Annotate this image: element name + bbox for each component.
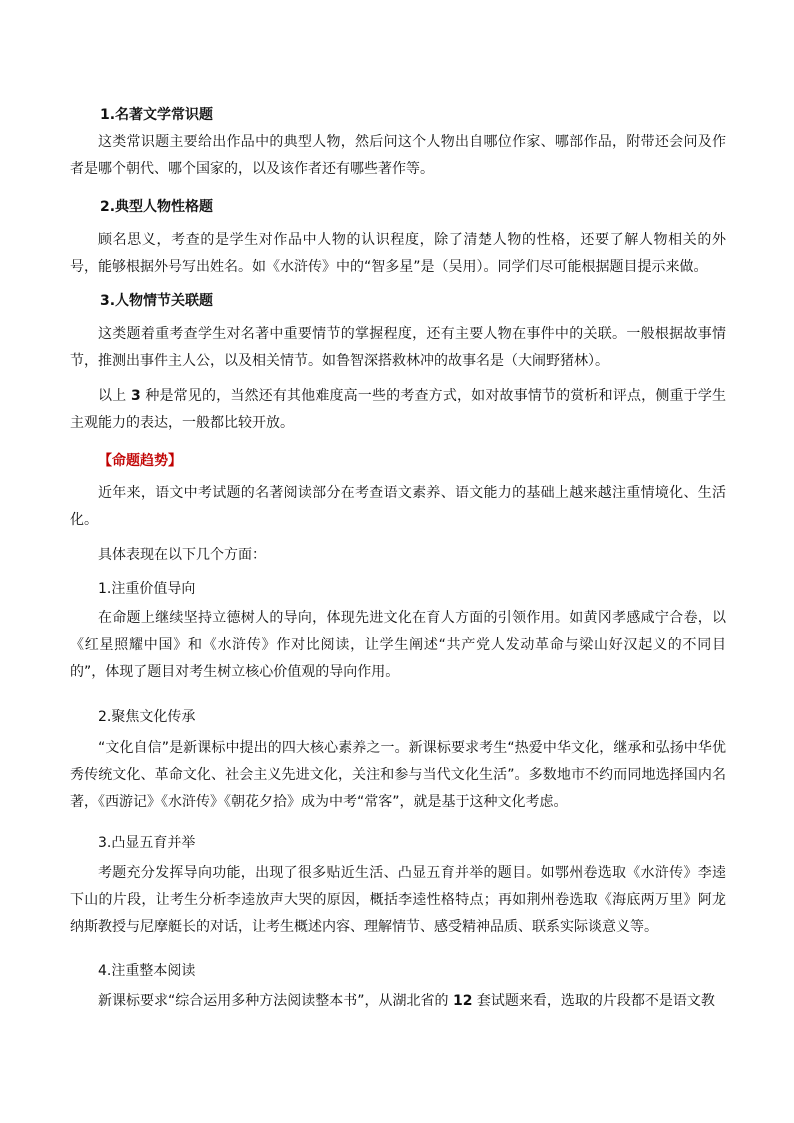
- subheading-value-orientation: 1.注重价值导向: [98, 581, 196, 597]
- paragraph-whole-book-reading: [70, 988, 726, 1015]
- paragraph-plot-relation: 这类题着重考查学生对名著中重要情节的掌握程度，还有主要人物在事件中的关联。一般根据故事情节，推测出事件主人公，以及相关情节。如鲁智深搭救林冲的故事名是（大闹野猪林）。: [70, 326, 726, 369]
- trend-title-text: 【命题趋势】: [98, 453, 182, 469]
- whole-book-text-pre: 新课标要求“综合运用多种方法阅读整本书”，从湖北省的: [98, 993, 453, 1009]
- heading-literary-knowledge: [70, 102, 726, 129]
- paragraph-aspects-intro: 具体表现在以下几个方面：: [98, 547, 266, 563]
- heading-character-personality: [70, 194, 726, 221]
- whole-book-number: 12: [452, 993, 473, 1009]
- summary-text-post: 种是常见的，当然还有其他难度高一些的考查方式，如对故事情节的赏析和评点，侧重于学生主观能力的表达，一般都比较开放。: [70, 388, 726, 431]
- paragraph-cultural-heritage: “文化自信”是新课标中提出的四大核心素养之一。新课标要求考生“热爱中华文化，继承和弘扬中华优秀传统文化、革命文化、社会主义先进文化，关注和参与当代文化生活”。多数地市不约而同地选择国内名著，《西游记》《水浒传》《朝花夕拾》成为中考“常客”，就是基于这种文化考虑。: [70, 740, 726, 810]
- summary-text-pre: 以上: [98, 388, 131, 404]
- paragraph-value-orientation: 在命题上继续坚持立德树人的导向，体现先进文化在育人方面的引领作用。如黄冈孝感咸宁合卷，以《红星照耀中国》和《水浒传》作对比阅读，让学生阐述“共产党人发动革命与梁山好汉起义的不同目的”，体现了题目对考生树立核心价值观的导向作用。: [70, 610, 726, 680]
- subheading-cultural-heritage: 2.聚焦文化传承: [98, 709, 196, 725]
- paragraph-character-personality: 顾名思义，考查的是学生对作品中人物的认识程度，除了清楚人物的性格，还要了解人物相关的外号，能够根据外号写出姓名。如《水浒传》中的“智多星”是（吴用）。同学们尽可能根据题目提示来做。: [70, 232, 726, 275]
- paragraph-trend-intro: 近年来，语文中考试题的名著阅读部分在考查语文素养、语文能力的基础上越来越注重情境化、生活化。: [70, 485, 726, 528]
- paragraph-literary-knowledge: 这类常识题主要给出作品中的典型人物，然后问这个人物出自哪位作家、哪部作品，附带还会问及作者是哪个朝代、哪个国家的，以及该作者还有哪些著作等。: [70, 134, 726, 177]
- heading-text: 1.名著文学常识题: [100, 107, 214, 123]
- heading-text: 3.人物情节关联题: [100, 293, 214, 309]
- subheading-whole-book-reading: 4.注重整本阅读: [98, 963, 196, 979]
- summary-number: 3: [130, 388, 141, 404]
- paragraph-five-education: 考题充分发挥导向功能，出现了很多贴近生活、凸显五育并举的题目。如鄂州卷选取《水浒传》李逵下山的片段，让考生分析李逵放声大哭的原因，概括李逵性格特点；再如荆州卷选取《海底两万里》阿龙纳斯教授与尼摩艇长的对话，让考生概述内容、理解情节、感受精神品质、联系实际谈意义等。: [70, 865, 726, 935]
- heading-text: 2.典型人物性格题: [100, 199, 214, 215]
- whole-book-text-post: 套试题来看，选取的片段都不是语文教: [472, 993, 715, 1009]
- heading-plot-relation: [70, 288, 726, 315]
- paragraph-summary: [70, 383, 726, 437]
- trend-title: [70, 448, 726, 475]
- subheading-five-education: 3.凸显五育并举: [98, 835, 196, 851]
